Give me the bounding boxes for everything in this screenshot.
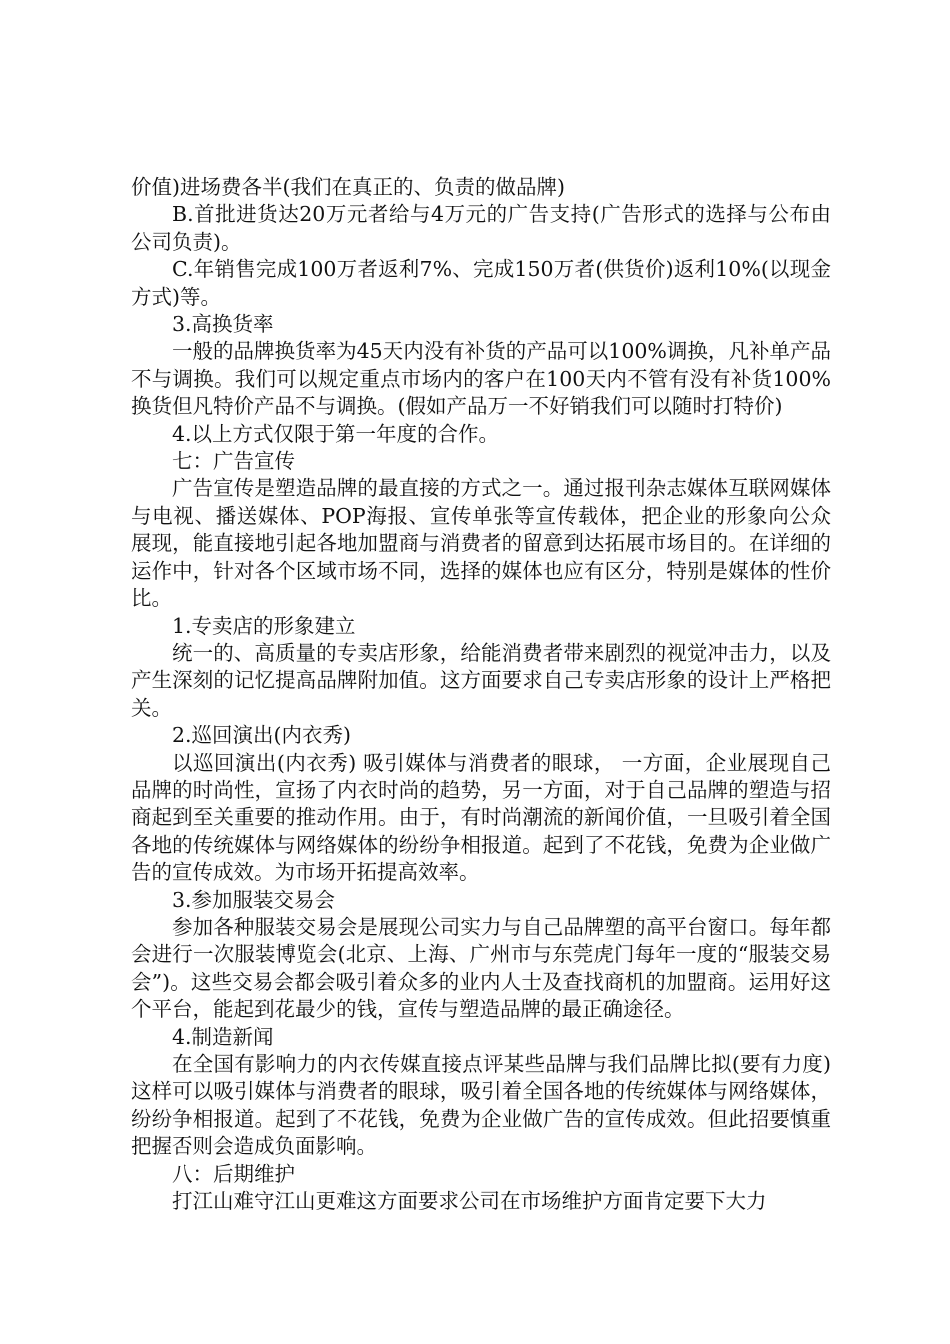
subheading-4: 4.制造新闻	[172, 1024, 274, 1049]
list-item-4: 4.以上方式仅限于第一年度的合作。	[172, 421, 500, 446]
list-item-c: C.年销售完成100万者返利7%、完成150万者(供货价)返利10%(以现金方式)等。	[131, 257, 831, 309]
subheading-3b: 3.参加服装交易会	[172, 887, 336, 912]
subheading-3: 3.高换货率	[172, 312, 274, 337]
paragraph: 打江山难守江山更难这方面要求公司在市场维护方面肯定要下大力	[172, 1189, 767, 1214]
subheading-2: 2.巡回演出(内衣秀)	[172, 723, 352, 748]
paragraph: 在全国有影响力的内衣传媒直接点评某些品牌与我们品牌比拟(要有力度)这样可以吸引媒体与消费者的眼球，吸引着全国各地的传统媒体与网络媒体，纷纷争相报道。起到了不花钱，免费为企业做广告的宣传成效。但此招要慎重把握否则会造成负面影响。	[131, 1052, 831, 1159]
list-item-b: B.首批进货达20万元者给与4万元的广告支持(广告形式的选择与公布由公司负责)。	[131, 202, 831, 254]
section-heading-8: 八：后期维护	[172, 1161, 295, 1186]
paragraph-continuation: 价值)进场费各半(我们在真正的、负责的做品牌)	[131, 175, 565, 199]
subheading-1: 1.专卖店的形象建立	[172, 613, 356, 638]
paragraph: 统一的、高质量的专卖店形象，给能消费者带来剧烈的视觉冲击力，以及产生深刻的记忆提高品牌附加值。这方面要求自己专卖店形象的设计上严格把关。	[131, 640, 831, 720]
paragraph: 广告宣传是塑造品牌的最直接的方式之一。通过报刊杂志媒体互联网媒体与电视、播送媒体、POP海报、宣传单张等宣传载体，把企业的形象向公众展现，能直接地引起各地加盟商与消费者的留意到达拓展市场目的。在详细的运作中，针对各个区域市场不同，选择的媒体也应有区分，特别是媒体的性价比。	[131, 476, 831, 611]
paragraph: 参加各种服装交易会是展现公司实力与自己品牌塑的高平台窗口。每年都会进行一次服装博览会(北京、上海、广州市与东莞虎门每年一度的“服装交易会”)。这些交易会都会吸引着众多的业内人士及查找商机的加盟商。运用好这个平台，能起到花最少的钱，宣传与塑造品牌的最正确途径。	[131, 914, 831, 1022]
paragraph: 一般的品牌换货率为45天内没有补货的产品可以100%调换，凡补单产品不与调换。我们可以规定重点市场内的客户在100天内不管有没有补货100%换货但凡特价产品不与调换。(假如产品万一不好销我们可以随时打特价)	[131, 339, 831, 419]
document-body	[131, 174, 831, 1215]
paragraph: 以巡回演出(内衣秀) 吸引媒体与消费者的眼球， 一方面，企业展现自己品牌的时尚性，宣扬了内衣时尚的趋势，另一方面，对于自己品牌的塑造与招商起到至关重要的推动作用。由于，有时尚潮流的新闻价值，一旦吸引着全国各地的传统媒体与网络媒体的纷纷争相报道。起到了不花钱，免费为企业做广告的宣传成效。为市场开拓提高效率。	[131, 750, 831, 885]
section-heading-7: 七：广告宣传	[172, 449, 295, 474]
